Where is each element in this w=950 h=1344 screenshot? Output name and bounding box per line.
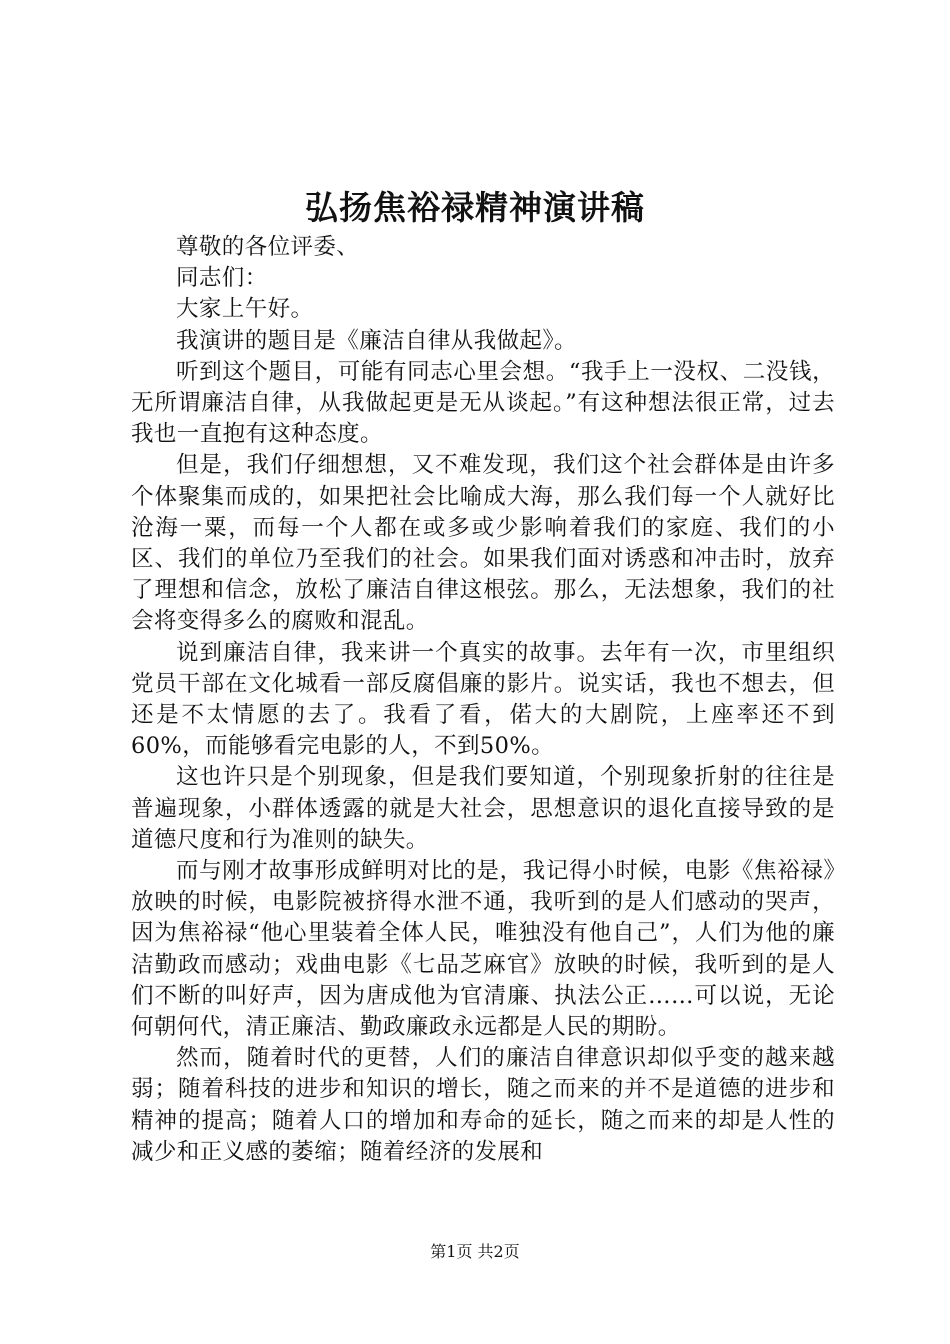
paragraph: 然而，随着时代的更替，人们的廉洁自律意识却似乎变的越来越弱；随着科技的进步和知识的增长，随之而来的并不是道德的进步和精神的提高；随着人口的增加和寿命的延长，随之而来的却是人性的减少和正义感的萎缩；随着经济的发展和 bbox=[131, 1045, 835, 1165]
paragraph: 这也许只是个别现象，但是我们要知道，个别现象折射的往往是普遍现象，小群体透露的就是大社会，思想意识的退化直接导致的是道德尺度和行为准则的缺失。 bbox=[131, 764, 835, 853]
paragraph: 说到廉洁自律，我来讲一个真实的故事。去年有一次，市里组织党员干部在文化城看一部反腐倡廉的影片。说实话，我也不想去，但还是不太情愿的去了。我看了看，偌大的大剧院，上座率还不到60%，而能够看完电影的人，不到50%。 bbox=[131, 639, 835, 760]
document-body bbox=[131, 232, 835, 1168]
paragraph: 但是，我们仔细想想，又不难发现，我们这个社会群体是由许多个体聚集而成的，如果把社会比喻成大海，那么我们每一个人就好比沧海一粟，而每一个人都在或多或少影响着我们的家庭、我们的小区、我们的单位乃至我们的社会。如果我们面对诱惑和冲击时，放弃了理想和信念，放松了廉洁自律这根弦。那么，无法想象，我们的社会将变得多么的腐败和混乱。 bbox=[131, 452, 835, 635]
paragraph-salutation-2: 同志们： bbox=[176, 265, 268, 292]
paragraph: 而与刚才故事形成鲜明对比的是，我记得小时候，电影《焦裕禄》放映的时候，电影院被挤得水泄不通，我听到的是人们感动的哭声，因为焦裕禄“他心里装着全体人民，唯独没有他自己”，人们为他的廉洁勤政而感动；戏曲电影《七品芝麻官》放映的时候，我听到的是人们不断的叫好声，因为唐成他为官清廉、执法公正……可以说，无论何朝何代，清正廉洁、勤政廉政永远都是人民的期盼。 bbox=[131, 858, 835, 1041]
paragraph-greeting: 大家上午好。 bbox=[176, 296, 314, 323]
paragraph-topic: 我演讲的题目是《廉洁自律从我做起》。 bbox=[176, 327, 577, 354]
paragraph: 听到这个题目，可能有同志心里会想。“我手上一没权、二没钱，无所谓廉洁自律，从我做起更是无从谈起。”有这种想法很正常，过去我也一直抱有这种态度。 bbox=[131, 358, 835, 448]
page-footer: 第1页 共2页 bbox=[430, 1242, 520, 1261]
paragraph-salutation: 尊敬的各位评委、 bbox=[176, 234, 360, 260]
document-title: 弘扬焦裕禄精神演讲稿 bbox=[305, 188, 645, 227]
